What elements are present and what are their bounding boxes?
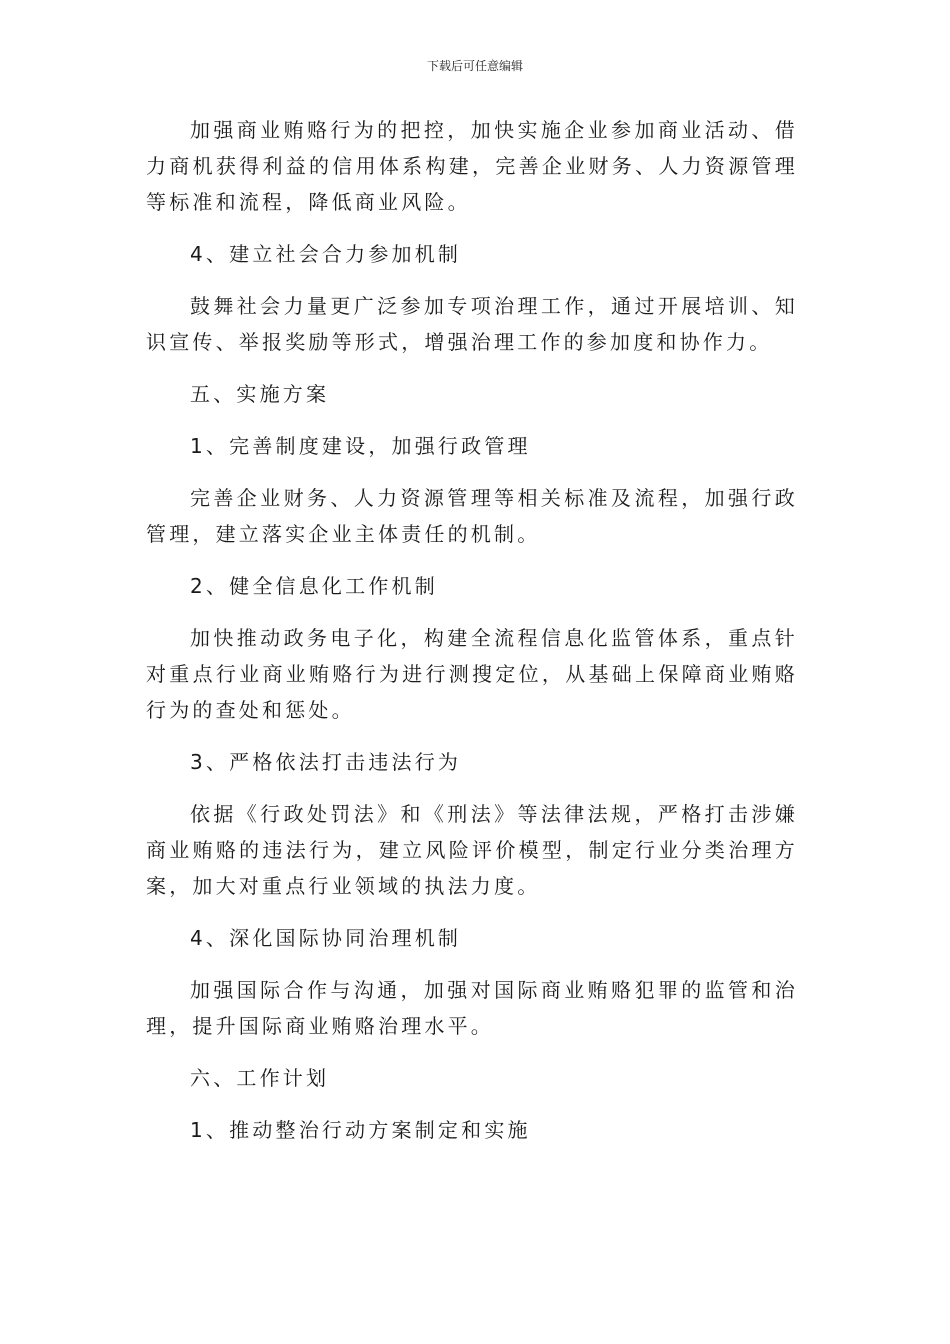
- paragraph-commercial-bribery-control: 加强商业贿赂行为的把控，加快实施企业参加商业活动、借力商机获得利益的信用体系构建，完善企业财务、人力资源管理等标准和流程，降低商业风险。: [146, 118, 798, 214]
- paragraph-international-cooperation: 加强国际合作与沟通，加强对国际商业贿赂犯罪的监管和治理，提升国际商业贿赂治理水平。: [146, 978, 798, 1038]
- paragraph-system-building: 完善企业财务、人力资源管理等相关标准及流程，加强行政管理，建立落实企业主体责任的机制。: [146, 486, 798, 546]
- section-heading-action-plan: 1、推动整治行动方案制定和实施: [190, 1118, 531, 1142]
- chapter-heading-work-plan: 六、工作计划: [190, 1066, 330, 1090]
- document-body: [146, 112, 798, 1148]
- page-header-note: 下载后可任意编辑: [426, 59, 523, 73]
- chapter-heading-implementation-plan: 五、实施方案: [190, 382, 330, 406]
- section-heading-social-participation: 4、建立社会合力参加机制: [190, 242, 462, 266]
- section-heading-law-enforcement: 3、严格依法打击违法行为: [190, 750, 462, 774]
- section-heading-informatization: 2、健全信息化工作机制: [190, 574, 438, 598]
- section-heading-system-building: 1、完善制度建设，加强行政管理: [190, 434, 531, 458]
- paragraph-informatization: 加快推动政务电子化，构建全流程信息化监管体系，重点针对重点行业商业贿赂行为进行测搜定位，从基础上保障商业贿赂行为的查处和惩处。: [146, 626, 798, 722]
- paragraph-social-participation: 鼓舞社会力量更广泛参加专项治理工作，通过开展培训、知识宣传、举报奖励等形式，增强治理工作的参加度和协作力。: [146, 294, 798, 354]
- section-heading-international-cooperation: 4、深化国际协同治理机制: [190, 926, 462, 950]
- paragraph-law-enforcement: 依据《行政处罚法》和《刑法》等法律法规，严格打击涉嫌商业贿赂的违法行为，建立风险评价模型，制定行业分类治理方案，加大对重点行业领域的执法力度。: [146, 802, 798, 898]
